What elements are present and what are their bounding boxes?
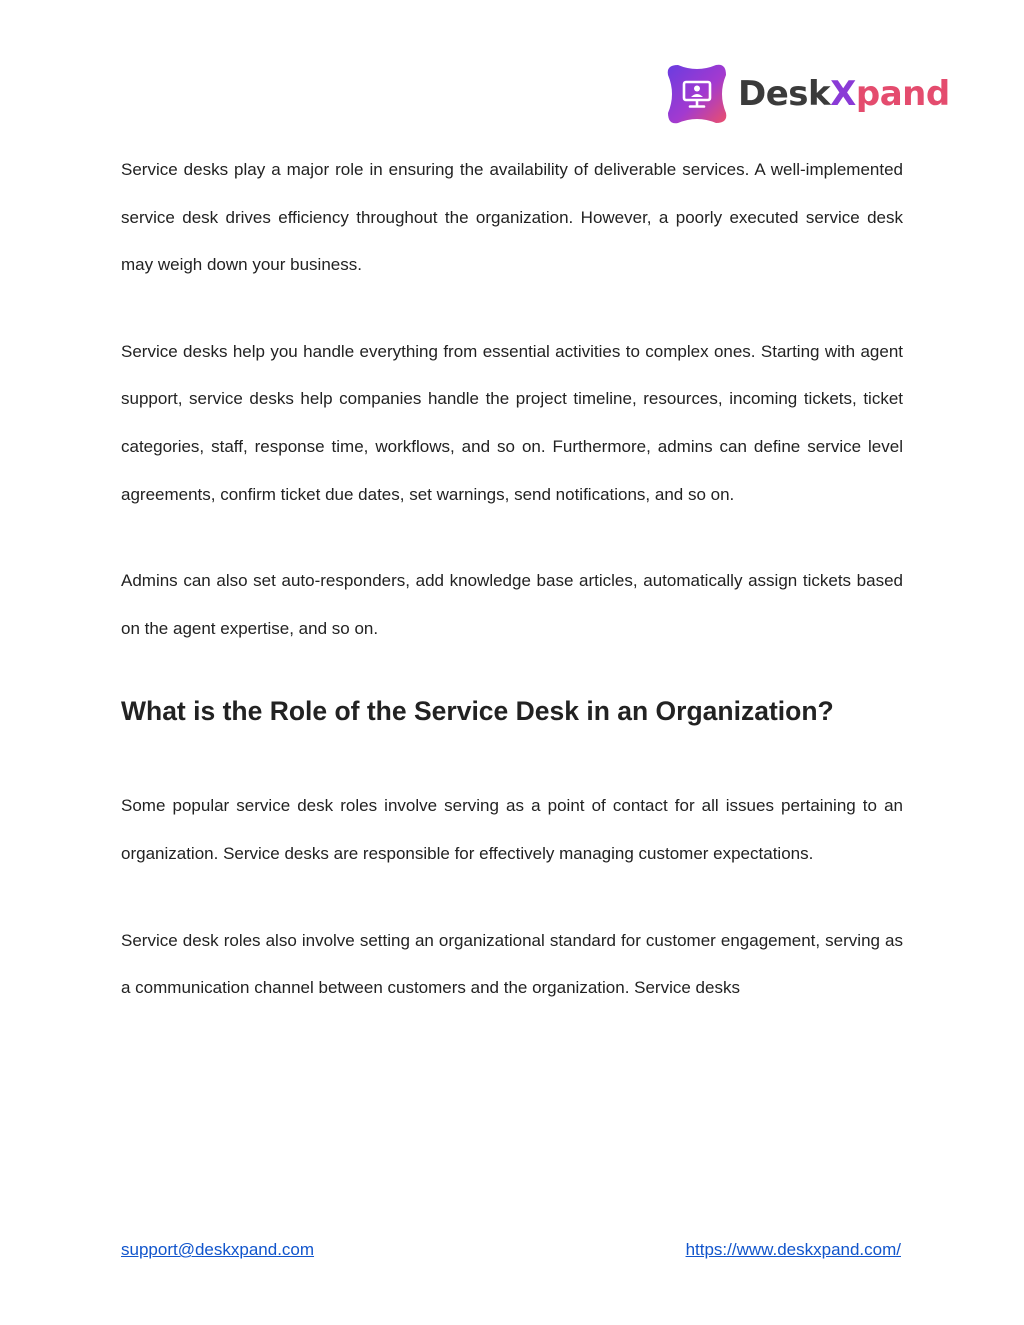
footer-email-link[interactable]: support@deskxpand.com <box>121 1240 315 1259</box>
brand-wordmark <box>738 74 950 114</box>
brand-name-desk: Desk <box>738 74 831 114</box>
deskxpand-logo <box>664 60 950 128</box>
document-body <box>121 146 903 1012</box>
paragraph-auto-responders: Admins can also set auto-responders, add knowledge base articles, automatically assign tickets based on the agent expertise, and so on. <box>121 571 903 638</box>
paragraph-point-of-contact: Some popular service desk roles involve serving as a point of contact for all issues pertaining to an organization. Service desks are responsible for effectively managing customer expectations. <box>121 796 903 863</box>
page-footer <box>121 1238 901 1262</box>
paragraph-handle-everything: Service desks help you handle everything from essential activities to complex ones. Starting with agent support, service desks help companies handle the project timeline, resources, incoming tickets, ticket categories, staff, response time, workflows, and so on. Furthermore, admins can define service level agreements, confirm ticket due dates, set warnings, send notifications, and so on. <box>121 341 903 504</box>
footer-website-link[interactable]: https://www.deskxpand.com/ <box>685 1240 901 1259</box>
brand-name-pand: pand <box>855 74 950 114</box>
paragraph-organizational-standard: Service desk roles also involve setting an organizational standard for customer engagement, serving as a communication channel between customers and the organization. Service desks <box>121 930 903 998</box>
monitor-user-icon <box>664 61 730 127</box>
paragraph-availability: Service desks play a major role in ensuring the availability of deliverable services. A well-implemented service desk drives efficiency throughout the organization. However, a poorly executed service desk may weigh down your business. <box>121 160 903 275</box>
brand-name-x: X <box>830 74 856 114</box>
section-heading: What is the Role of the Service Desk in an Organization? <box>121 696 834 727</box>
